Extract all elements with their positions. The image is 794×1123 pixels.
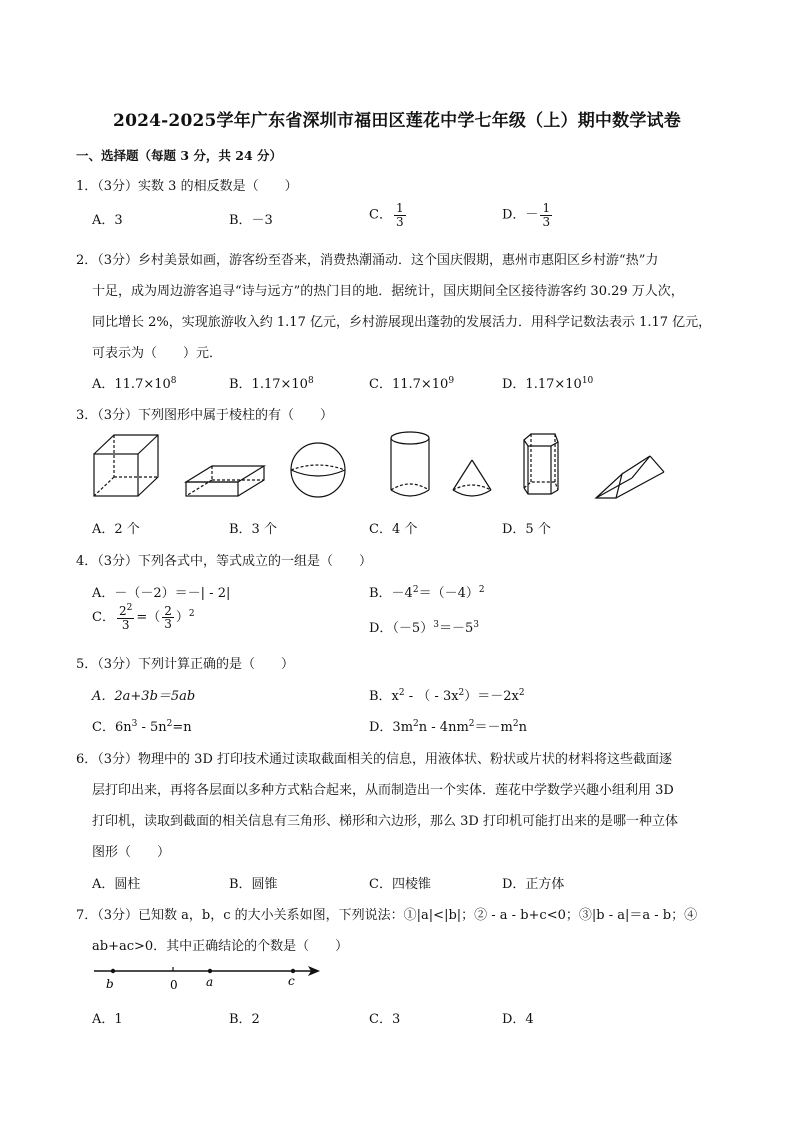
q2-line-2: 十足，成为周边游客追寻“诗与远方”的热门目的地．据统计，国庆期间全区接待游客约 30.29 万人次， [92,284,684,299]
q1-option-d: D．－ $\frac{1}{3}$ [502,201,551,229]
label-a: a [206,975,214,989]
q3-option-c: C．4 个 [369,522,418,537]
q7-option-b: B．2 [229,1012,260,1027]
triangular-prism-figure [596,456,664,498]
q7-option-c: C．3 [369,1012,401,1027]
q6-line-4: 图形（ ） [92,845,171,860]
cylinder-figure [391,432,429,496]
q2-option-c: C．$11.7\times 10^9$ [369,376,455,392]
cube-figure [94,435,158,496]
q5-option-a: A．2a+3b＝5ab [92,689,196,704]
q7-option-a: A．1 [92,1012,123,1027]
q4-option-b: B．$-4^2=(-4)^2$ [369,585,485,601]
number-line-figure [0,958,794,998]
point-a [208,969,212,973]
q7-line-1: 7．（3分）已知数 a，b，c 的大小关系如图，下列说法：①|a|<|b|；② - a - b+c<0；③|b - a|＝a - b；④ [76,908,698,923]
q5-option-d: D．$3m^2n - 4nm^2=-m^2n$ [369,719,527,735]
q6-option-c: C．四棱锥 [369,877,431,892]
q6-option-b: B．圆锥 [229,877,278,892]
label-zero: 0 [170,978,178,992]
cone-figure [453,460,491,496]
q2-option-d: D．$1.17\times 10^{10}$ [502,376,594,392]
q6-line-3: 打印机，读取到截面的相关信息有三角形、梯形和六边形，那么 3D 打印机可能打出来的是哪一种立体 [92,814,678,829]
point-c [291,969,295,973]
q5-option-c: C．$6n^3 - 5n^2=n$ [92,719,192,735]
label-b: b [106,977,114,991]
q1-option-c: C． $\frac{1}{3}$ [369,201,404,229]
q6-line-1: 6．（3分）物理中的 3D 打印技术通过读取截面相关的信息，用液体状、粉状或片状的材料将这些截面逐 [76,752,673,767]
q5-stem: 5．（3分）下列计算正确的是（ ） [76,657,295,672]
q2-line-3: 同比增长 2%，实现旅游收入约 1.17 亿元，乡村游展现出蓬勃的发展活力．用科学记数法表示 1.17 亿元， [92,315,712,330]
q2-line-4: 可表示为（ ）元． [92,346,223,361]
section-heading: 一、选择题（每题 3 分，共 24 分） [76,148,283,163]
label-c: c [288,974,295,988]
q3-option-d: D．5 个 [502,522,551,537]
q6-line-2: 层打印出来，再将各层面以多种方式粘合起来，从而制造出一个实体．莲花中学数学兴趣小组利用 3D [92,783,674,798]
hexagonal-prism-figure [524,434,558,494]
point-b [111,969,115,973]
q1-option-a: A．3 [92,213,123,228]
exam-title: 2024-2025学年广东省深圳市福田区莲花中学七年级（上）期中数学试卷 [113,111,681,131]
cuboid-figure [186,466,264,496]
solid-figures [0,430,794,510]
q3-option-b: B．3 个 [229,522,277,537]
q1-stem: 1．（3分）实数 3 的相反数是（ ） [76,179,298,194]
q3-option-a: A．2 个 [92,522,140,537]
q2-line-1: 2．（3分）乡村美景如画，游客纷至沓来，消费热潮涌动．这个国庆假期，惠州市惠阳区乡村游“热”力 [76,253,659,268]
q6-option-a: A．圆柱 [92,877,141,892]
q7-option-d: D．4 [502,1012,534,1027]
q2-option-b: B．$1.17\times 10^8$ [229,376,314,392]
q6-option-d: D．正方体 [502,877,565,892]
q4-option-d: D．$(-5)^3=-5^3$ [369,620,479,636]
q4-stem: 4．（3分）下列各式中，等式成立的一组是（ ） [76,554,373,569]
q4-option-a: A．－（－2）＝－| - 2| [92,586,231,601]
q7-line-2: ab+ac>0．其中正确结论的个数是（ ） [92,939,349,954]
q2-option-a: A．$11.7\times 10^8$ [92,376,177,392]
q3-stem: 3．（3分）下列图形中属于棱柱的有（ ） [76,408,334,423]
q1-option-b: B．－3 [229,213,273,228]
sphere-figure [291,443,345,497]
q4-option-c: C． $\frac{2^2}{3}$ =（ $\frac{2}{3}$ ）$^2$ [92,603,195,632]
q5-option-b: B．$x^2$ - （ - $3x^2)=-2x^2$ [369,688,525,704]
